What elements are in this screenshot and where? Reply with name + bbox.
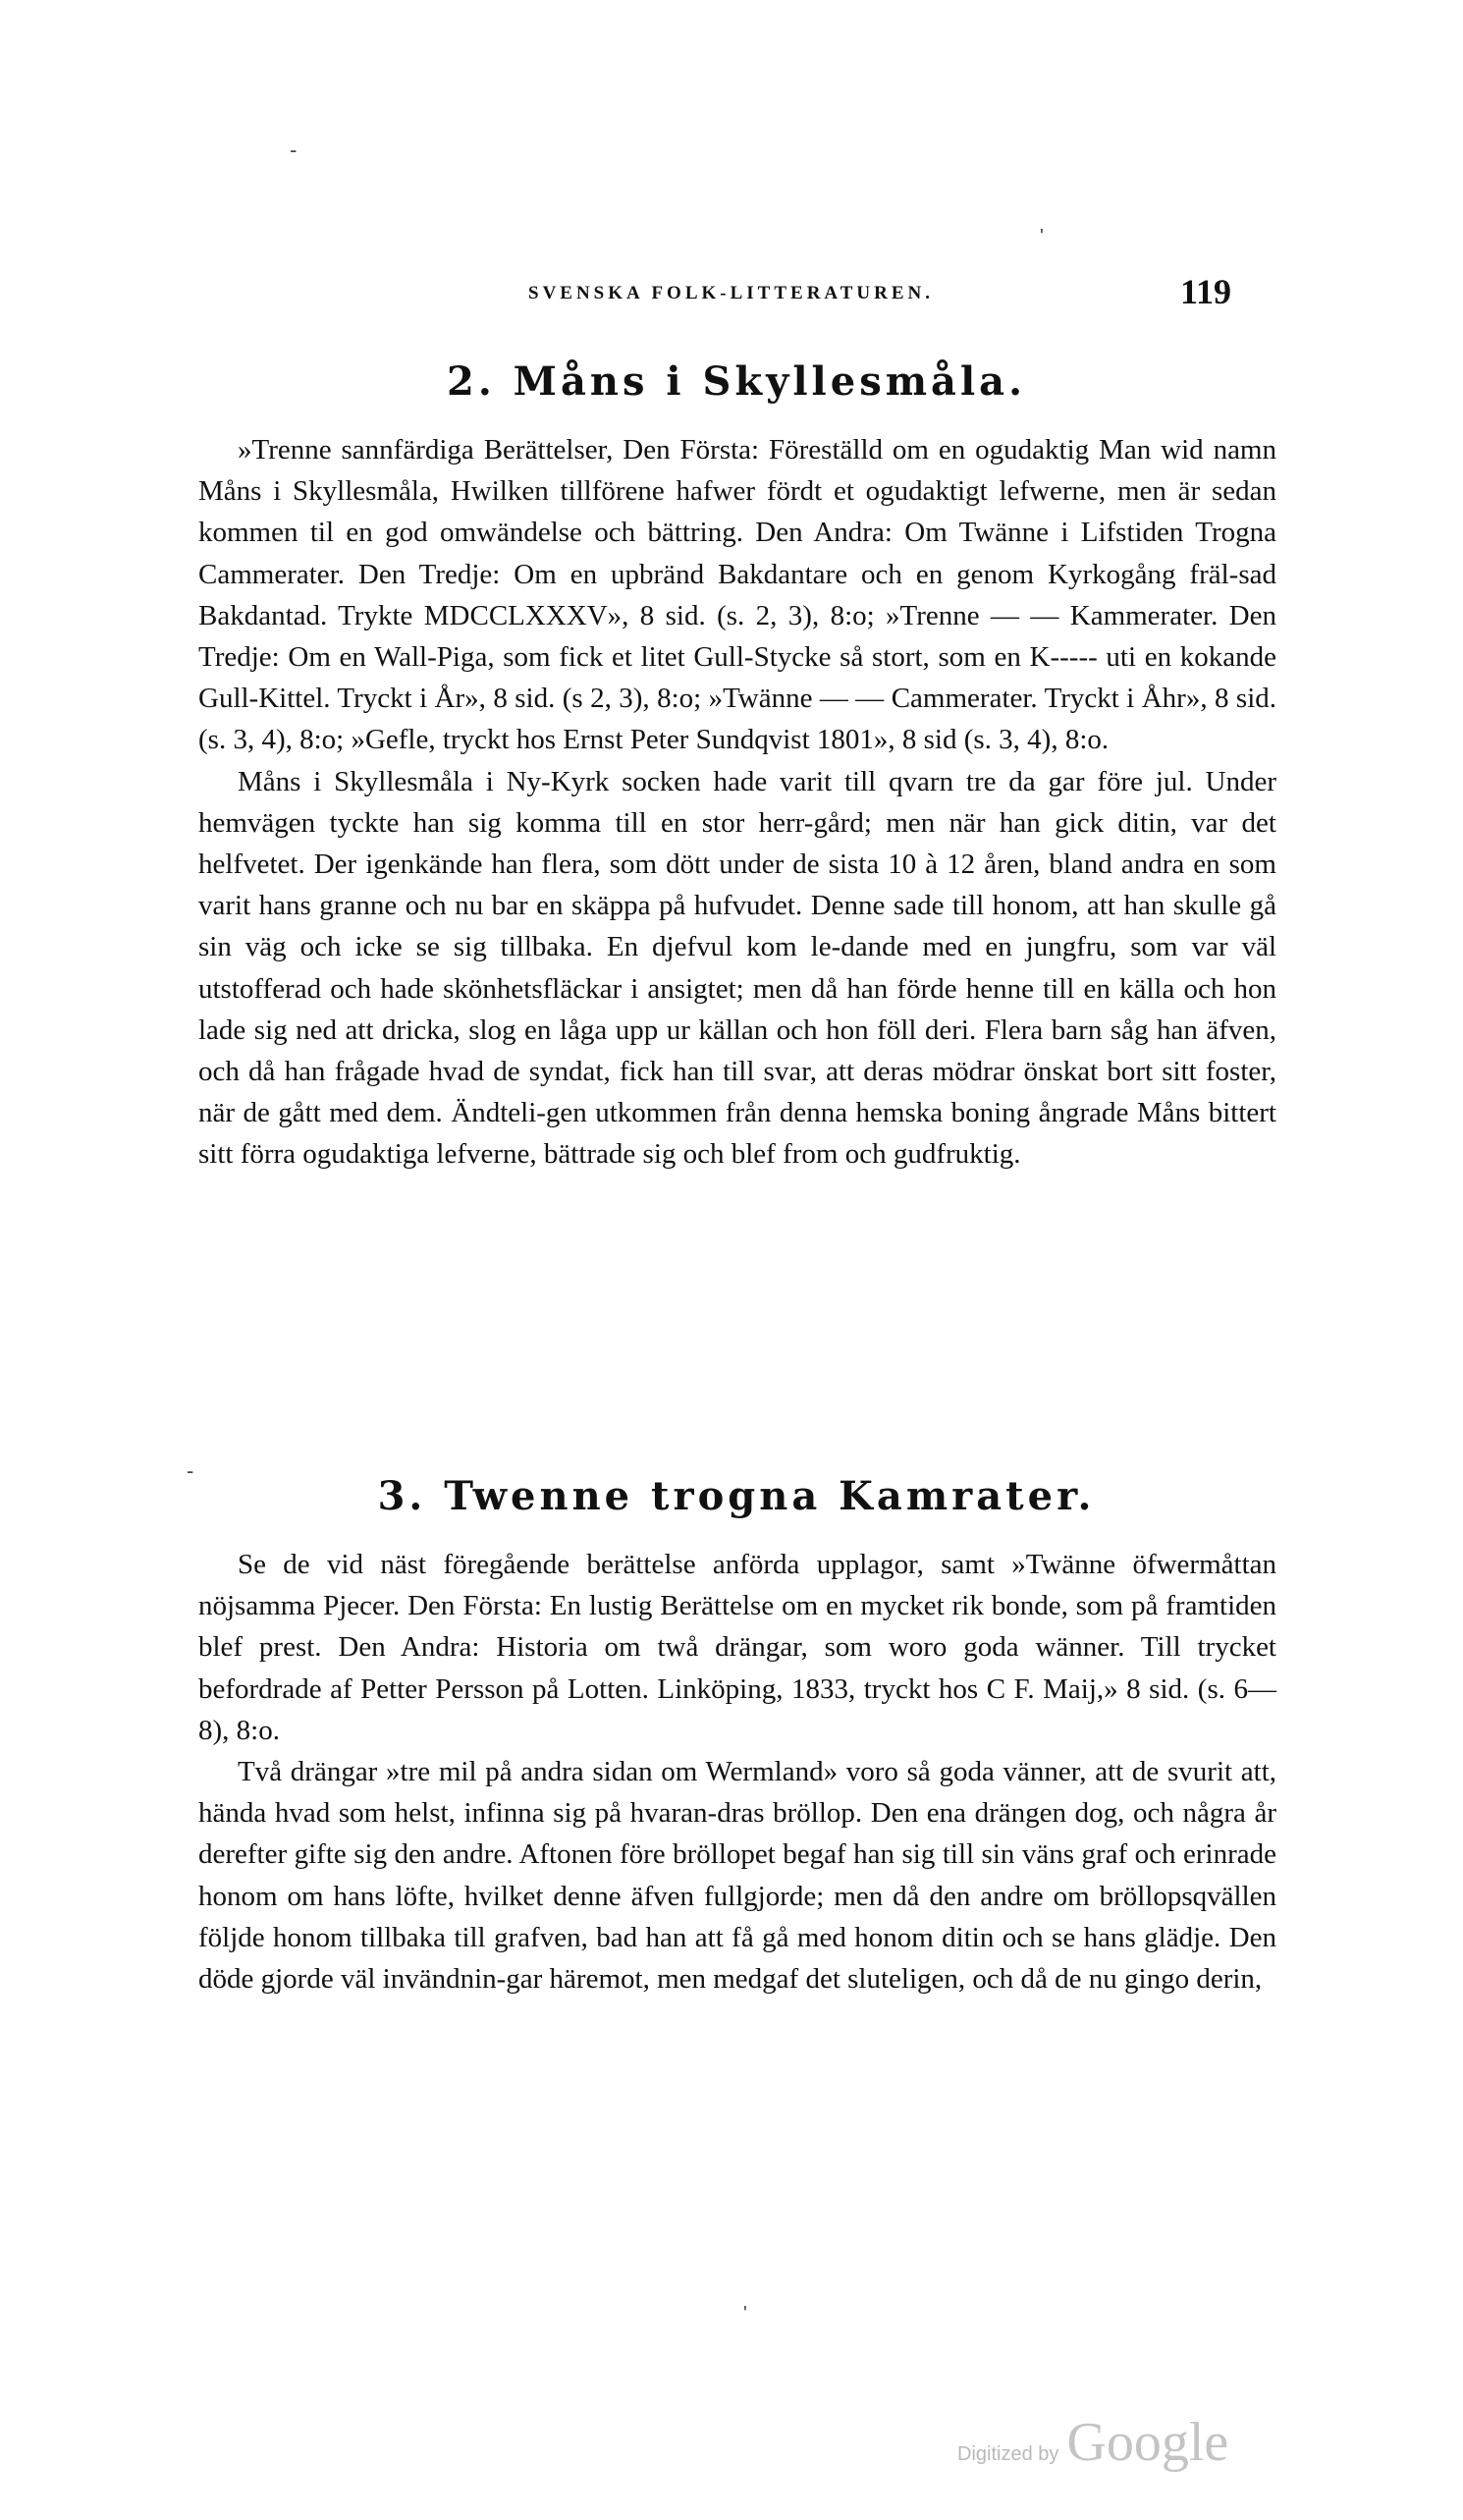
digitized-label: Digitized by <box>957 2443 1059 2465</box>
running-header <box>196 272 1276 326</box>
page-number: 119 <box>1180 272 1232 311</box>
margin-speck: ' <box>1040 226 1044 247</box>
margin-speck: - <box>290 137 298 162</box>
margin-speck: ' <box>743 2303 747 2325</box>
section-heading: 2. Måns i Skyllesmåla. <box>446 358 1026 405</box>
google-logo: Google <box>1066 2412 1229 2473</box>
paragraph: Måns i Skyllesmåla i Ny-Kyrk socken hade varit till qvarn tre da gar före jul. Under hemvägen tyckte han sig komma till en stor herr-gård; men när han gick ditin, var det helfvetet. Der igenkände han flera, som dött under de sista 10 à 12 åren, bland andra en som varit hans granne och nu bar en skäppa på hufvudet. Denne sade till honom, att han skulle gå sin väg och icke se sig tillbaka. En djefvul kom le-dande med en jungfru, som var väl utstofferad och hade skönhetsfläckar i ansigtet; men då han förde henne till en källa och hon lade sig ned att dricka, slog en låga upp ur källan och hon föll deri. Flera barn såg han äfven, och då han frågade hvad de syndat, fick han till svar, att deras mödrar önskat bort sitt foster, när de gått med dem. Ändteli-gen utkommen från denna hemska boning ångrade Måns bittert sitt förra ogudaktiga lefverne, bättrade sig och blef from och gudfruktig. <box>198 765 1276 1171</box>
margin-speck: - <box>187 1458 194 1483</box>
paragraph: Se de vid näst föregående berättelse anförda upplagor, samt »Twänne öfwermåttan nöjsamma Pjecer. Den Första: En lustig Berättelse om en mycket rik bonde, som på framtiden blef prest. Den Andra: Historia om twå drängar, som woro goda wänner. Till trycket befordrade af Petter Persson på Lotten. Linköping, 1833, tryckt hos C F. Maij,» 8 sid. (s. 6—8), 8:o. <box>198 1549 1276 1746</box>
paragraph: »Trenne sannfärdiga Berättelser, Den Första: Föreställd om en ogudaktig Man wid namn Måns i Skyllesmåla, Hwilken tillförene hafwer fördt et ogudaktigt lefwerne, men är sedan kommen til en god omwändelse och bättring. Den Andra: Om Twänne i Lifstiden Trogna Cammerater. Den Tredje: Om en upbränd Bakdantare och en genom Kyrkogång fräl-sad Bakdantad. Trykte MDCCLXXXV», 8 sid. (s. 2, 3), 8:o; »Trenne — — Kammerater. Den Tredje: Om en Wall-Piga, som fick et litet Gull-Stycke så stort, som en K----- uti en kokande Gull-Kittel. Tryckt i År», 8 sid. (s 2, 3), 8:o; »Twänne — — Cammerater. Tryckt i Åhr», 8 sid. (s. 3, 4), 8:o; »Gefle, tryckt hos Ernst Peter Sundqvist 1801», 8 sid (s. 3, 4), 8:o. <box>198 434 1276 756</box>
section-body <box>198 1544 1276 2000</box>
digitization-watermark <box>957 2411 1229 2473</box>
running-title: SVENSKA FOLK-LITTERATUREN. <box>528 283 934 303</box>
paragraph: Två drängar »tre mil på andra sidan om Wermland» voro så goda vänner, att de svurit att, hända hvad som helst, infinna sig på hvaran-dras bröllop. Den ena drängen dog, och några år derefter gifte sig den andre. Aftonen före bröllopet begaf han sig till sin väns graf och erinrade honom om hans löfte, hvilket denne äfven fullgjorde; men då den andre om bröllopsqvällen följde honom tillbaka till grafven, bad han att få gå med honom ditin och se hans glädje. Den döde gjorde väl invändnin-gar häremot, men medgaf det sluteligen, och då de nu gingo derin, <box>198 1756 1276 1996</box>
section-heading: 3. Twenne trogna Kamrater. <box>377 1473 1096 1519</box>
section-body <box>198 429 1276 1176</box>
